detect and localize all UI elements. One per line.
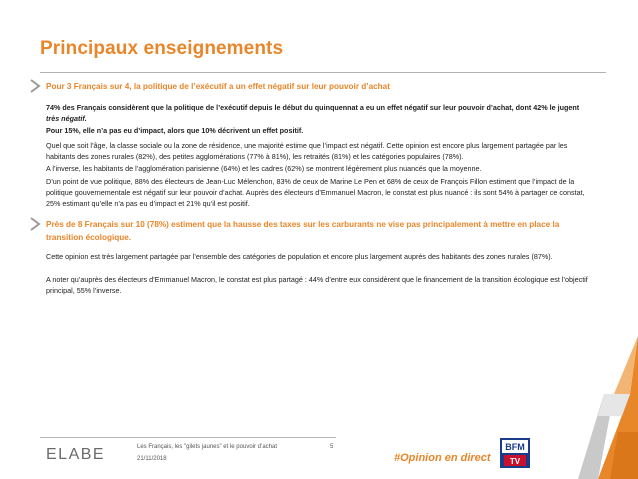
section1-paragraph-2: Pour 15%, elle n’a pas eu d’impact, alors que 10% décrivent un effet positif. — [46, 126, 304, 135]
title-divider — [40, 72, 606, 73]
section1-paragraph-3: Quel que soit l’âge, la classe sociale ou la zone de résidence, une majorité estime que l’impact est négatif. Cette opinion est encore plus largement partagée par les habitants des zones rurales (82%), des petites agglomérations (77% à 81%), les retraités (81%) et les catégories populaires (78%). — [46, 141, 568, 161]
page-title: Principaux enseignements — [40, 38, 284, 59]
section2-paragraph-2: A noter qu’auprès des électeurs d’Emmanuel Macron, le constat est plus partagé : 44% d’entre eux considèrent que le financement de la transition écologique est l’objectif principal, 55% l’inverse. — [46, 275, 588, 295]
svg-text:TV: TV — [509, 457, 521, 466]
footer-study-title: Les Français, les "gilets jaunes" et le pouvoir d’achat — [137, 444, 278, 450]
bfmtv-logo — [500, 438, 530, 468]
footer-divider — [40, 437, 336, 438]
svg-text:BFM: BFM — [505, 442, 525, 452]
section1-p1-emphasis: très négatif. — [46, 113, 87, 123]
decorative-a-shape — [574, 336, 638, 479]
section1-paragraph-1 — [46, 103, 591, 125]
footer-date: 21/11/2018 — [137, 456, 167, 462]
section1-paragraph-5: D’un point de vue politique, 88% des électeurs de Jean-Luc Mélenchon, 83% de ceux de Marine Le Pen et 68% de ceux de François Fillon estiment que l’impact de la politique gouvernementale est négatif sur leur pouvoir d’achat. Auprès des électeurs d’Emmanuel Macron, le constat est plus nuancé : ils sont 54% à partager ce constat, 25% estimant qu’elle n’a pas eu d’impact et 21% qu’il est positif. — [46, 177, 585, 208]
section1-p1-main: 74% des Français considèrent que la politique de l’exécutif depuis le début du quinquennat a eu un effet négatif sur leur pouvoir d’achat, dont 42% le jugent — [46, 103, 580, 112]
chevron-right-icon — [29, 79, 41, 93]
section2-paragraph-1: Cette opinion est très largement partagée par l’ensemble des catégories de population et encore plus largement auprès des habitants des zones rurales (87%). — [46, 252, 553, 261]
hashtag-label: #Opinion en direct — [394, 452, 491, 464]
section2-heading: Près de 8 Français sur 10 (78%) estiment que la hausse des taxes sur les carburants ne vise pas principalement à mettre en place la transition écologique. — [46, 220, 560, 242]
section1-heading: Pour 3 Français sur 4, la politique de l’exécutif a un effet négatif sur leur pouvoir d’achat — [46, 82, 390, 91]
chevron-right-icon — [29, 217, 41, 231]
section1-paragraph-4: A l’inverse, les habitants de l’agglomération parisienne (64%) et les cadres (62%) se montrent légèrement plus nuancés que la moyenne. — [46, 164, 482, 173]
page-number: 5 — [330, 444, 334, 450]
elabe-logo: ELABE — [46, 446, 106, 463]
